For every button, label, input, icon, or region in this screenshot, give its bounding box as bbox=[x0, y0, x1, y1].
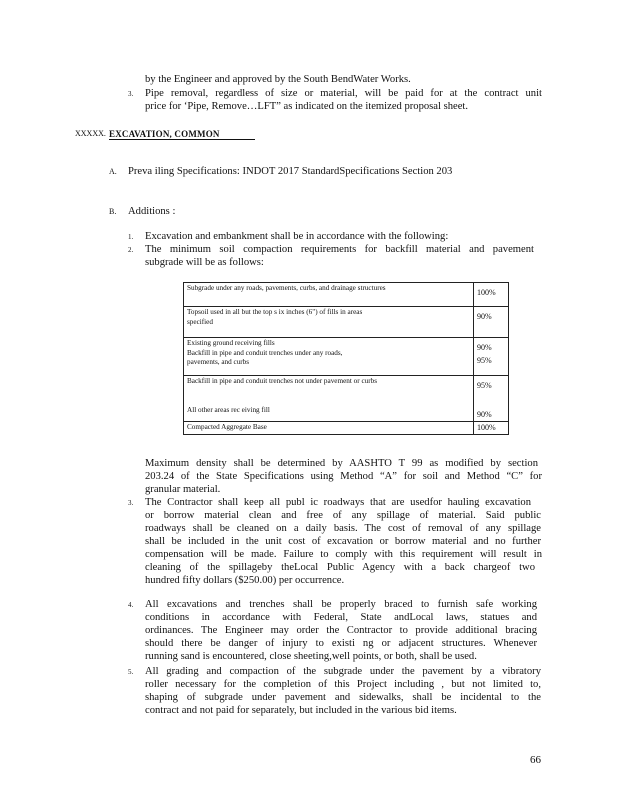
intro-line: by the Engineer and approved by the South BendWater Works. bbox=[145, 74, 411, 85]
item-number: 5. bbox=[128, 668, 134, 676]
section-title-underline bbox=[109, 139, 255, 140]
compaction-table bbox=[183, 282, 509, 435]
density-line1: Maximum density shall be determined by AASHTO T 99 as modified by section bbox=[145, 458, 538, 469]
item-number: 3. bbox=[128, 90, 134, 98]
table-cell-percent: 95% 90% bbox=[474, 376, 509, 422]
table-cell-percent: 90% bbox=[474, 307, 509, 338]
item5-line: contract and not paid for separately, but included in the various bid items. bbox=[145, 705, 457, 716]
table-row bbox=[184, 338, 509, 376]
intro-item3-line2: price for ‘Pipe, Remove…LFT” as indicated on the itemized proposal sheet. bbox=[145, 101, 469, 112]
table-cell-percent: 90% 95% bbox=[474, 338, 509, 376]
item4-line: should there be danger of injury to existi ng or adjacent structures. Whenever bbox=[145, 638, 537, 649]
page-number: 66 bbox=[530, 754, 541, 766]
item3-line: The Contractor shall keep all publ ic roadways that are usedfor hauling excavation bbox=[145, 497, 531, 508]
item-letter-a: A. bbox=[109, 167, 117, 176]
item5-line: roller necessary for the completion of this Project including , but not limited to, bbox=[145, 679, 541, 690]
section-title: EXCAVATION, COMMON bbox=[109, 129, 220, 139]
table-cell-percent: 100% bbox=[474, 422, 509, 435]
item-letter-b: B. bbox=[109, 207, 117, 216]
intro-item3-line1: Pipe removal, regardless of size or material, will be paid for at the contract unit bbox=[145, 88, 542, 99]
additions-heading: Additions : bbox=[128, 206, 176, 217]
item3-line: compensation will be made. Failure to comply with this requirement will result in bbox=[145, 549, 542, 560]
table-row bbox=[184, 422, 509, 435]
table-cell-description: Compacted Aggregate Base bbox=[184, 422, 474, 435]
item4-line: All excavations and trenches shall be properly braced to furnish safe working bbox=[145, 599, 537, 610]
item5-line: All grading and compaction of the subgrade under the pavement by a vibratory bbox=[145, 666, 541, 677]
table-row bbox=[184, 376, 509, 422]
item3-line: roadways shall be cleaned on a daily basis. The cost of removal of any spillage bbox=[145, 523, 541, 534]
density-line3: granular material. bbox=[145, 484, 221, 495]
density-line2: 203.24 of the State Specifications using Method “A” for soil and Method “C” for bbox=[145, 471, 542, 482]
item4-line: ordinances. The Engineer may order the Contractor to provide additional bracing bbox=[145, 625, 537, 636]
item3-line: hundred fifty dollars ($250.00) per occurrence. bbox=[145, 575, 345, 586]
item-number: 2. bbox=[128, 246, 134, 254]
table-cell-description: Backfill in pipe and conduit trenches not under pavement or curbs All other areas rec eiving fill bbox=[184, 376, 474, 422]
item3-line: shall be included in the unit cost of excavation or borrow material and no further bbox=[145, 536, 541, 547]
additions-item2-line2: subgrade will be as follows: bbox=[145, 257, 264, 268]
item3-line: cleaning of the spillageby theLocal Public Agency with a back chargeof two bbox=[145, 562, 535, 573]
item5-line: shaping of subgrade under pavement and sidewalks, shall be incidental to the bbox=[145, 692, 541, 703]
table-row bbox=[184, 283, 509, 307]
table-cell-description: Existing ground receiving fills Backfill in pipe and conduit trenches under any roads, pavements, and curbs bbox=[184, 338, 474, 376]
item-number: 4. bbox=[128, 601, 134, 609]
item-number: 3. bbox=[128, 499, 134, 507]
item4-line: running sand is encountered, close sheeting,well points, or both, shall be used. bbox=[145, 651, 477, 662]
additions-item1: Excavation and embankment shall be in accordance with the following: bbox=[145, 231, 449, 242]
table-cell-percent: 100% bbox=[474, 283, 509, 307]
table-cell-description: Topsoil used in all but the top s ix inches (6") of fills in areas specified bbox=[184, 307, 474, 338]
table-cell-description: Subgrade under any roads, pavements, curbs, and drainage structures bbox=[184, 283, 474, 307]
prevailing-specifications: Preva iling Specifications: INDOT 2017 StandardSpecifications Section 203 bbox=[128, 166, 453, 177]
section-number: XXXXX. bbox=[75, 129, 106, 138]
item4-line: conditions in accordance with Federal, State andLocal laws, statues and bbox=[145, 612, 537, 623]
additions-item2-line1: The minimum soil compaction requirements for backfill material and pavement bbox=[145, 244, 534, 255]
item3-line: or borrow material clean and free of any spillage of material. Said public bbox=[145, 510, 541, 521]
table-row bbox=[184, 307, 509, 338]
item-number: 1. bbox=[128, 233, 134, 241]
